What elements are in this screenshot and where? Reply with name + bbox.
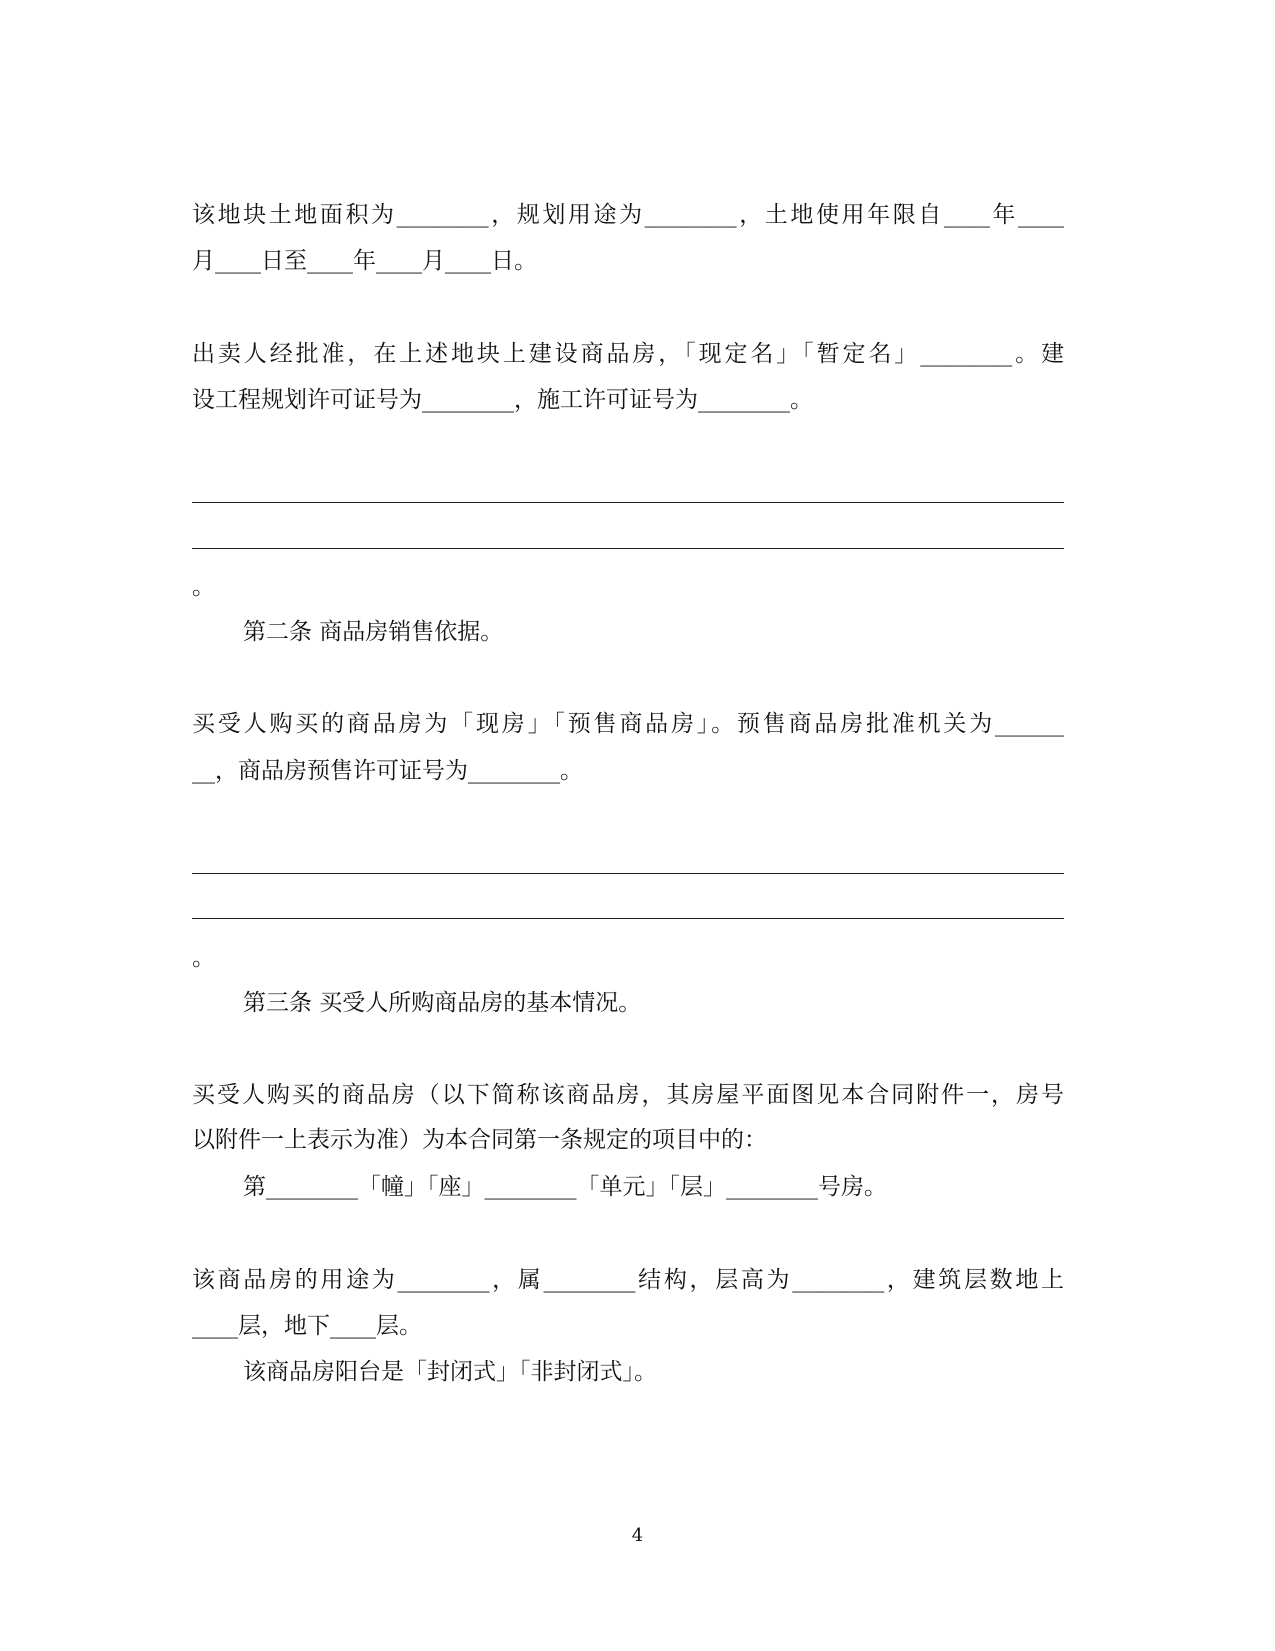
blank-rule-1 [192,502,1064,503]
seller-approval-line-2: 设工程规划许可证号为________，施工许可证号为________。 [192,387,813,413]
seller-approval-line-1: 出卖人经批准，在上述地块上建设商品房，「现定名」「暂定名」________。建 [192,341,1064,367]
article-3-heading: 第三条 买受人所购商品房的基本情况。 [243,990,642,1016]
room-number-line: 第________「幢」「座」________「单元」「层」________号房。 [243,1174,887,1200]
rule-end-period-2: 。 [192,945,215,971]
buyer-purchase-line-1: 买受人购买的商品房为「现房」「预售商品房」。预售商品房批准机关为______ [192,711,1064,737]
balcony-line: 该商品房阳台是「封闭式」「非封闭式」。 [243,1359,657,1385]
basic-info-line-2: 以附件一上表示为准）为本合同第一条规定的项目中的： [192,1127,767,1153]
blank-rule-2 [192,548,1064,549]
usage-line-1: 该商品房的用途为________，属________结构，层高为________，建筑层数地上 [192,1267,1064,1293]
basic-info-line-1: 买受人购买的商品房（以下简称该商品房，其房屋平面图见本合同附件一，房号 [192,1082,1064,1108]
blank-rule-3 [192,873,1064,874]
usage-line-2: ____层，地下____层。 [192,1313,422,1339]
article-2-heading: 第二条 商品房销售依据。 [243,619,504,645]
page-number: 4 [631,1525,644,1546]
rule-end-period-1: 。 [192,574,215,600]
land-area-line-2: 月____日至____年____月____日。 [192,248,537,274]
blank-rule-4 [192,918,1064,919]
land-area-line-1: 该地块土地面积为________，规划用途为________，土地使用年限自____年____ [192,202,1064,228]
buyer-purchase-line-2: __，商品房预售许可证号为________。 [192,758,583,784]
